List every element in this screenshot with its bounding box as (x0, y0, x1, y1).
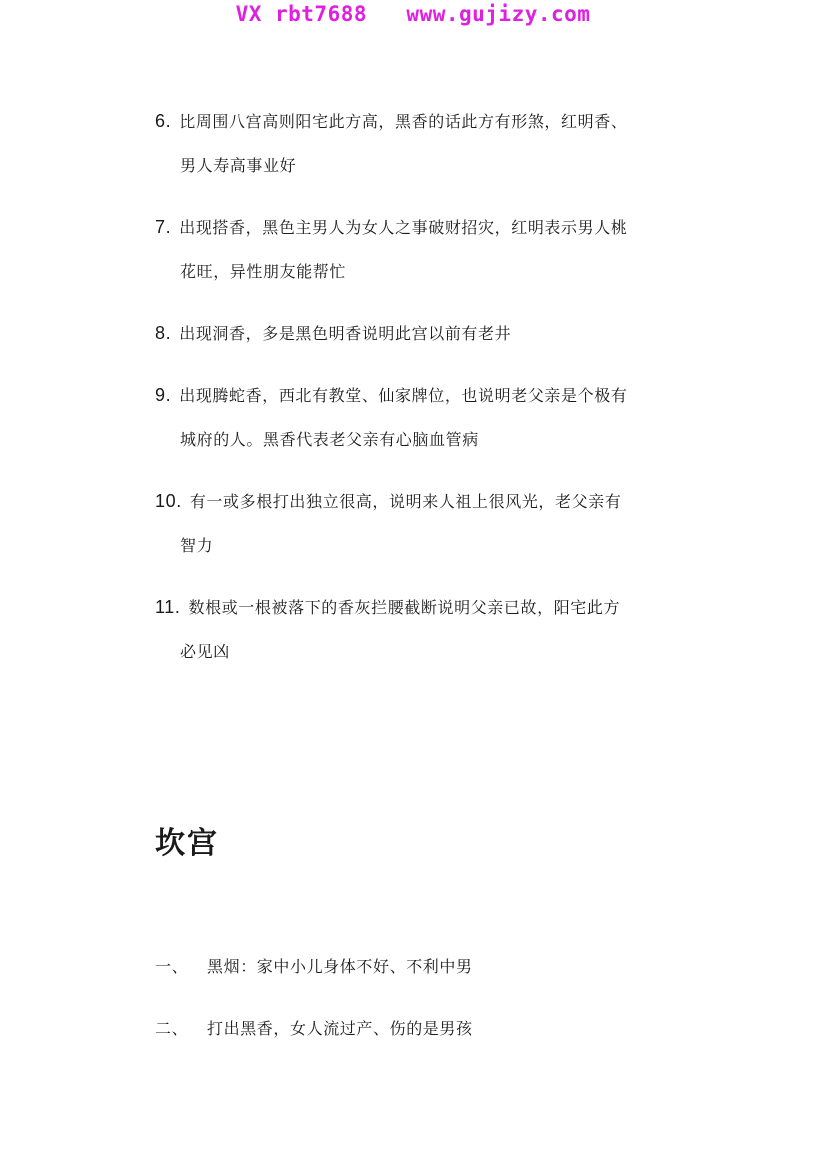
sub-item-2 (155, 1016, 473, 1039)
list-item-8 (155, 311, 715, 356)
item-text: 数根或一根被落下的香灰拦腰截断说明父亲已故，阳宅此方 (188, 598, 621, 617)
sub-item-marker: 二、 (155, 1019, 189, 1038)
item-number: 11. (155, 597, 181, 617)
list-item-11 (155, 585, 715, 674)
item-text-continued: 必见凶 (180, 642, 230, 661)
sub-item-text: 打出黑香，女人流过产、伤的是男孩 (207, 1019, 473, 1038)
list-item-line1 (155, 99, 715, 144)
list-item-line1 (155, 205, 715, 250)
list-item-line1 (155, 585, 715, 630)
list-item-line1 (155, 373, 715, 418)
item-number: 8. (155, 323, 172, 343)
item-text: 出现腾蛇香，西北有教堂、仙家牌位，也说明老父亲是个极有 (179, 386, 628, 405)
item-text-continued: 智力 (180, 536, 214, 555)
sub-item-1 (155, 954, 473, 977)
item-number: 10. (155, 491, 182, 511)
sub-item-marker: 一、 (155, 957, 189, 976)
list-item-10 (155, 479, 715, 568)
item-text-continued: 花旺，异性朋友能帮忙 (180, 262, 347, 281)
list-item-line1 (155, 479, 715, 524)
item-text: 出现洞香，多是黑色明香说明此宫以前有老井 (179, 324, 512, 343)
watermark-header: VX rbt7688 www.gujizy.com (235, 2, 591, 26)
list-item-7 (155, 205, 715, 294)
list-item-6 (155, 99, 715, 188)
item-text: 比周围八宫高则阳宅此方高，黑香的话此方有形煞，红明香、 (179, 112, 628, 131)
sub-item-text: 黑烟：家中小儿身体不好、不利中男 (207, 957, 473, 976)
item-number: 6. (155, 111, 172, 131)
item-number: 9. (155, 385, 172, 405)
item-number: 7. (155, 217, 172, 237)
list-item-9 (155, 373, 715, 462)
item-text: 有一或多根打出独立很高，说明来人祖上很风光，老父亲有 (189, 492, 622, 511)
item-text-continued: 男人寿高事业好 (180, 156, 297, 175)
item-text: 出现搭香，黑色主男人为女人之事破财招灾，红明表示男人桃 (179, 218, 628, 237)
section-title: 坎宫 (155, 826, 219, 861)
item-text-continued: 城府的人。黑香代表老父亲有心脑血管病 (180, 430, 479, 449)
list-item-line1 (155, 311, 715, 356)
